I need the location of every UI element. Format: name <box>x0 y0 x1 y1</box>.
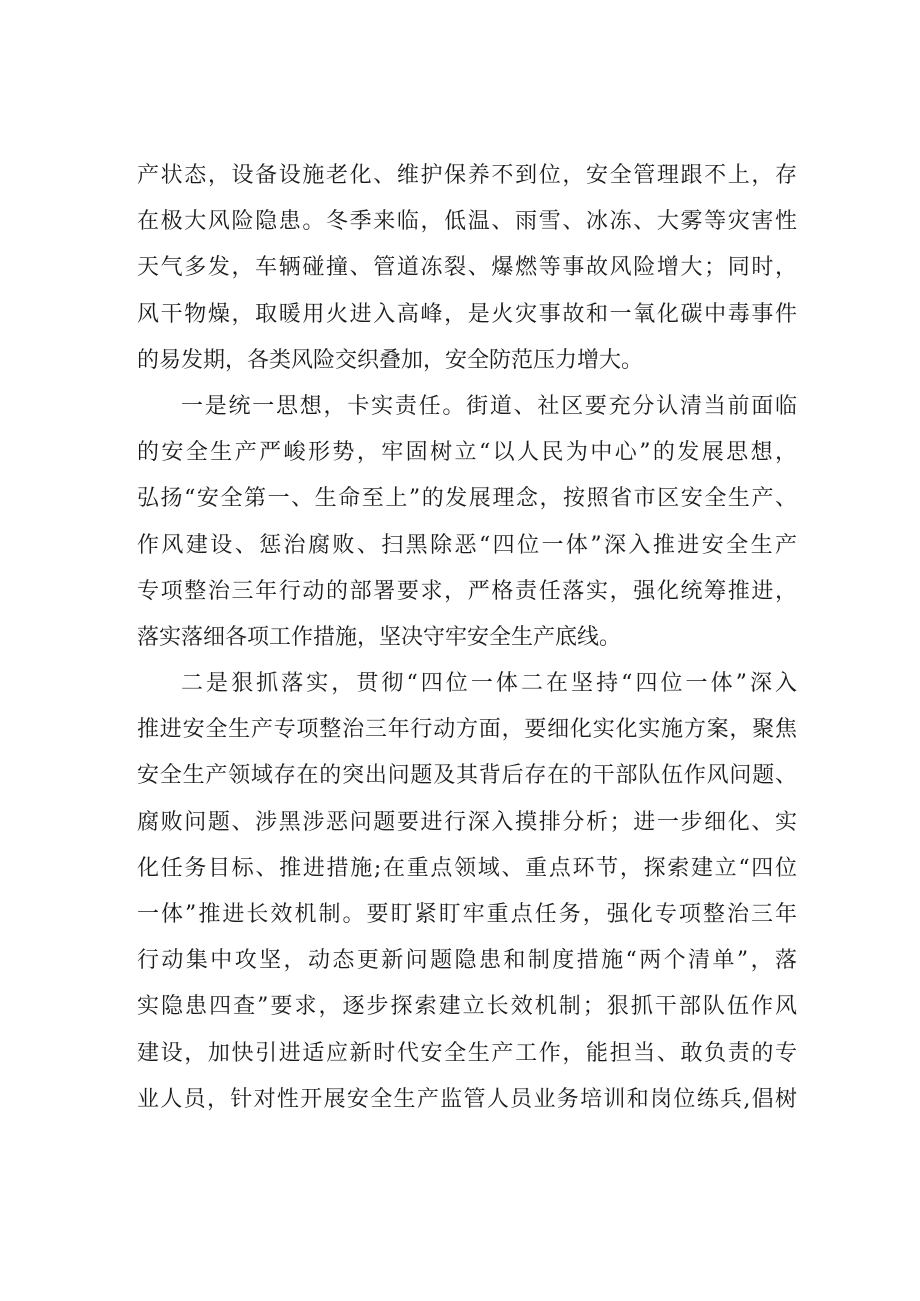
text-line: 作风建设、惩治腐败、扫黑除恶“四位一体”深入推进安全生产 <box>137 532 797 558</box>
text-line: 腐败问题、涉黑涉恶问题要进行深入摸排分析；进一步细化、实 <box>137 809 797 835</box>
text-line: 安全生产领域存在的突出问题及其背后存在的干部队伍作风问题、 <box>137 763 797 789</box>
text-line: 专项整治三年行动的部署要求，严格责任落实，强化统筹推进， <box>137 578 797 604</box>
text-line: 实隐患四查”要求，逐步探索建立长效机制；狠抓干部队伍作风 <box>137 994 797 1020</box>
text-line: 落实落细各项工作措施，坚决守牢安全生产底线。 <box>137 624 622 650</box>
text-line: 建设，加快引进适应新时代安全生产工作，能担当、敢负责的专 <box>137 1040 797 1066</box>
text-line: 弘扬“安全第一、生命至上”的发展理念，按照省市区安全生产、 <box>137 486 797 512</box>
text-line: 在极大风险隐患。冬季来临，低温、雨雪、冰冻、大雾等灾害性 <box>137 209 797 235</box>
text-line: 二是狠抓落实，贯彻“四位一体二在坚持“四位一体”深入 <box>181 671 797 697</box>
text-line: 行动集中攻坚，动态更新问题隐患和制度措施“两个清单”，落 <box>137 948 797 974</box>
text-line: 的易发期，各类风险交织叠加，安全防范压力增大。 <box>137 347 644 373</box>
text-line: 化任务目标、推进措施;在重点领域、重点环节，探索建立“四位 <box>137 855 797 881</box>
text-line: 一体”推进长效机制。要盯紧盯牢重点任务，强化专项整治三年 <box>137 902 797 927</box>
document-body <box>137 153 797 1123</box>
text-line: 推进安全生产专项整治三年行动方面，要细化实化实施方案，聚焦 <box>137 717 797 743</box>
text-line: 风干物燥，取暖用火进入高峰，是火灾事故和一氧化碳中毒事件 <box>137 301 797 327</box>
text-line: 的安全生产严峻形势，牢固树立“以人民为中心”的发展思想， <box>137 440 797 466</box>
text-line: 业人员，针对性开展安全生产监管人员业务培训和岗位练兵,倡树 <box>137 1086 797 1112</box>
text-line: 一是统一思想，卡实责任。街道、社区要充分认清当前面临 <box>181 393 797 419</box>
text-line: 产状态，设备设施老化、维护保养不到位，安全管理跟不上，存 <box>137 163 797 188</box>
text-line: 天气多发，车辆碰撞、管道冻裂、爆燃等事故风险增大；同时， <box>137 255 797 281</box>
